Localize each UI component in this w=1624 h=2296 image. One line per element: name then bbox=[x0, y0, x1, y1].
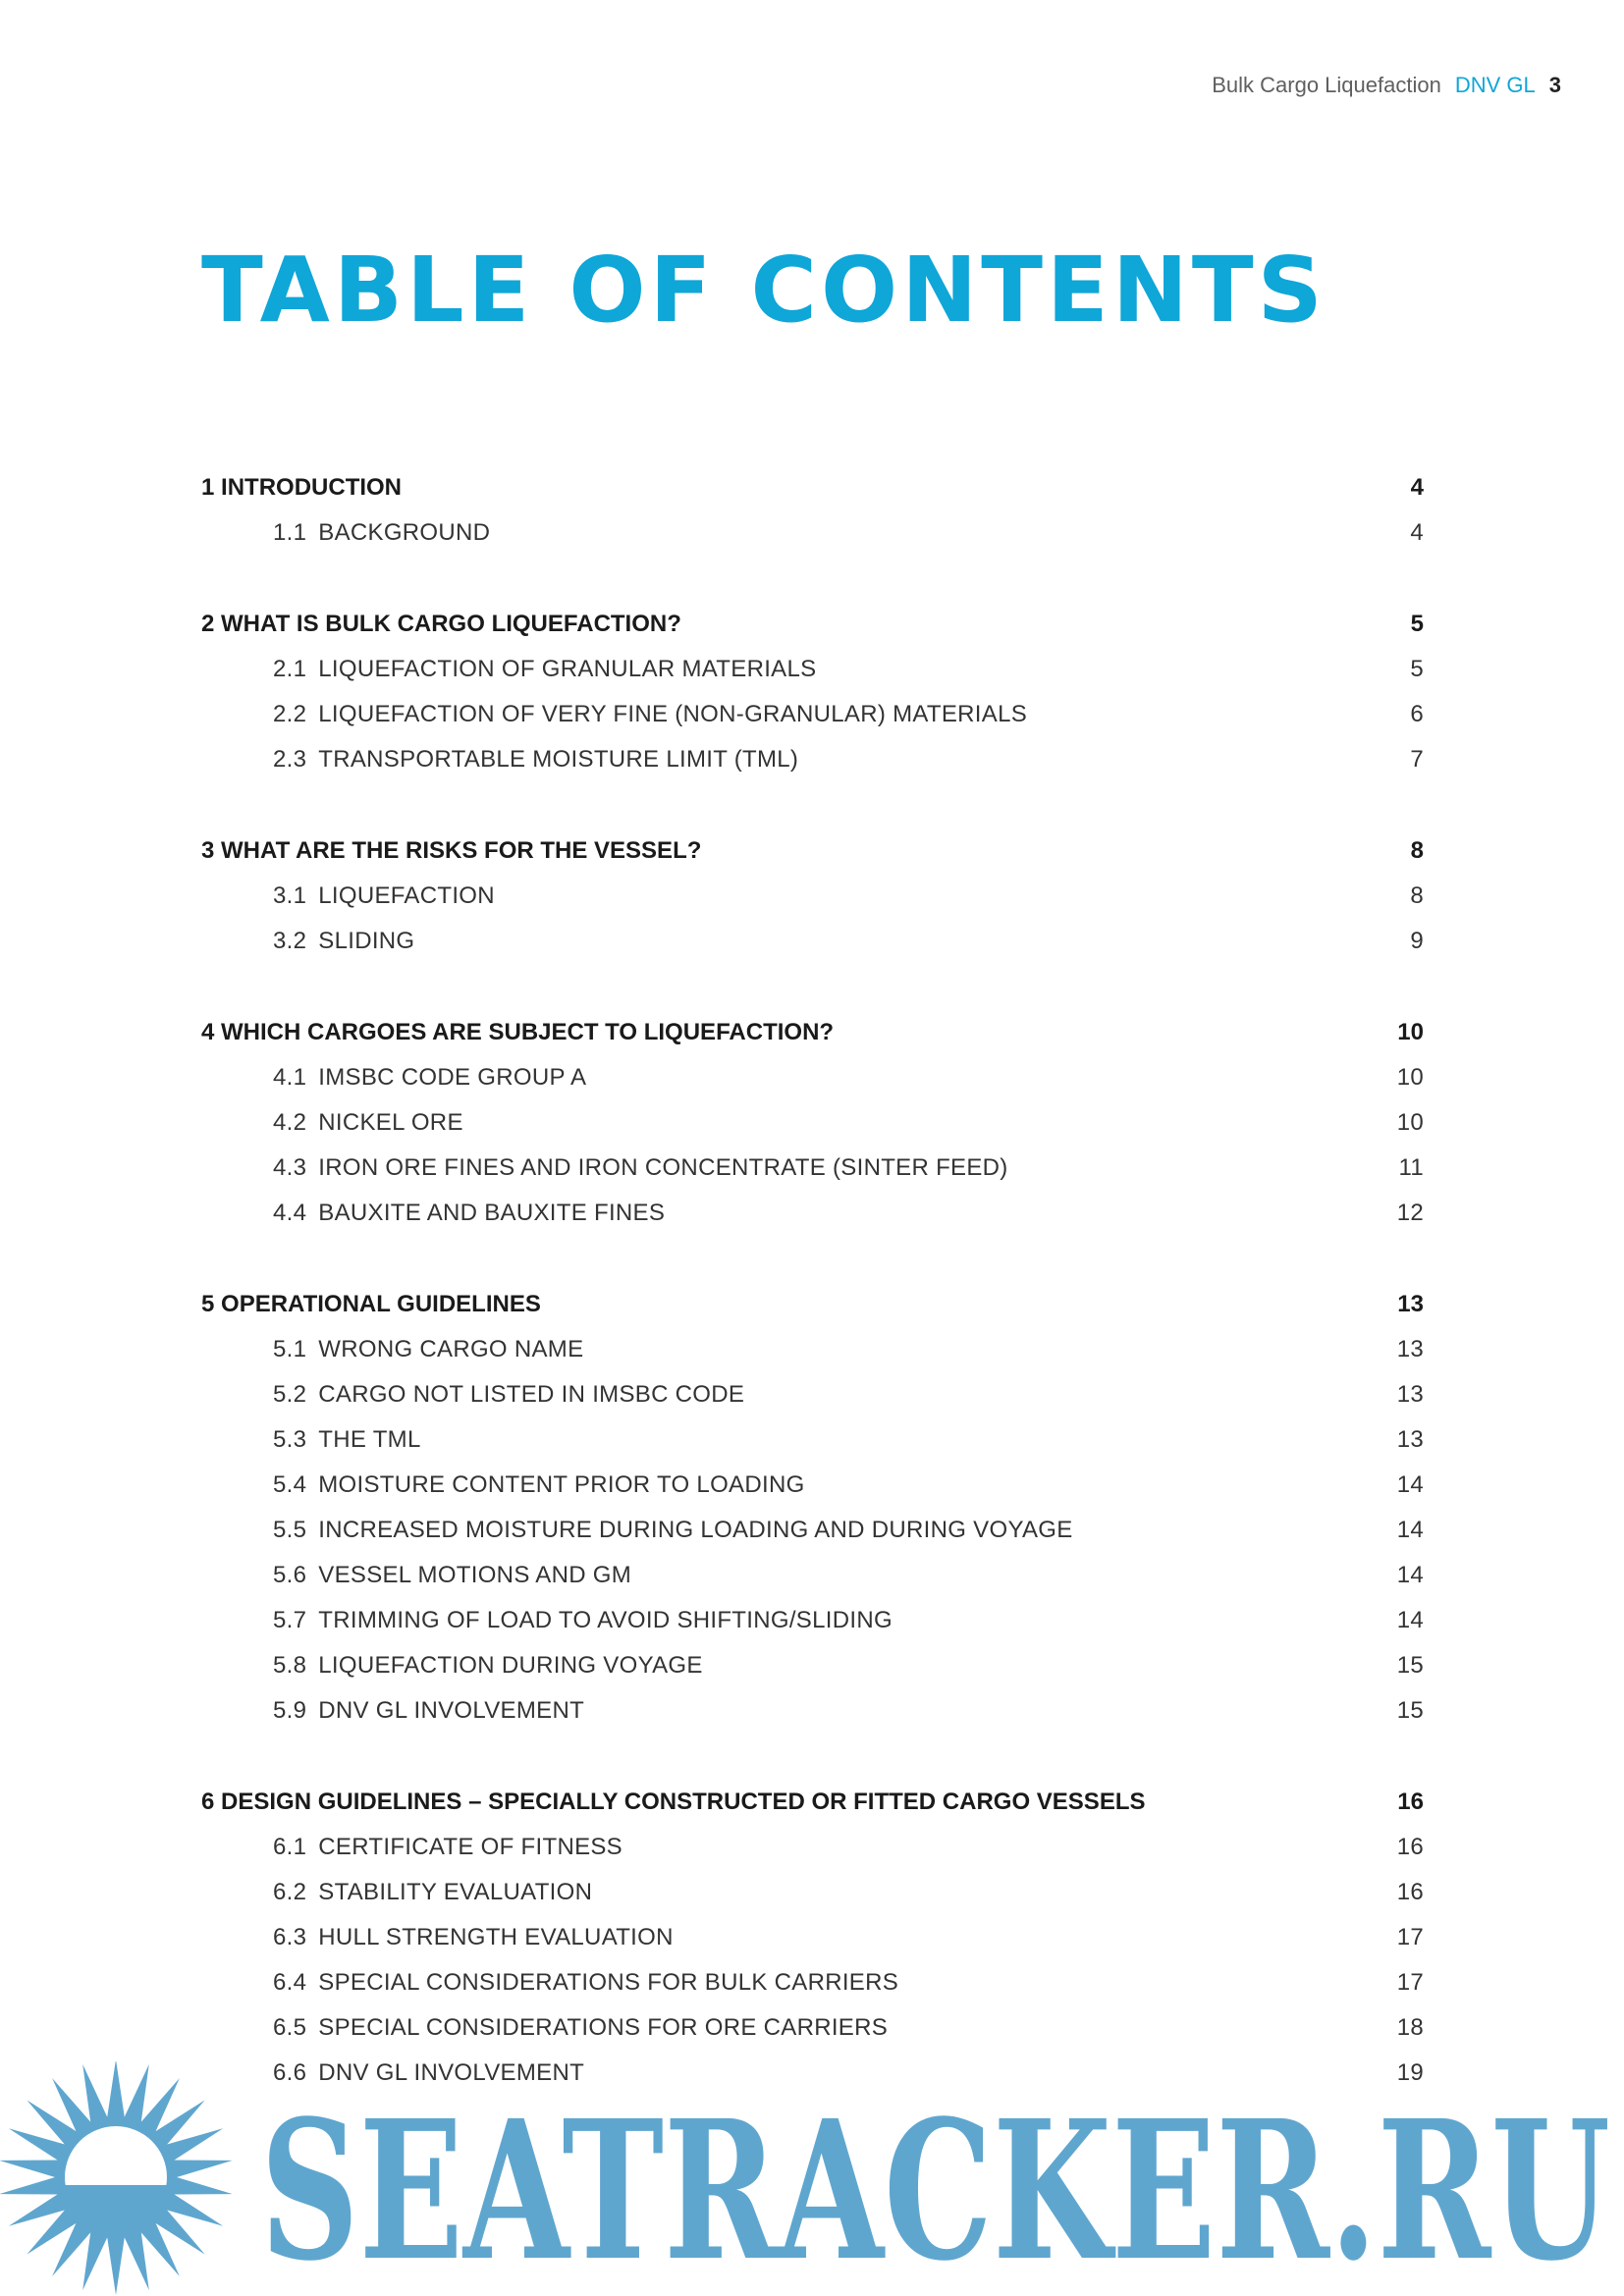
toc-page-number: 6 bbox=[1410, 701, 1424, 727]
toc-entry-label: DNV GL INVOLVEMENT bbox=[318, 2059, 585, 2086]
toc-entry-row[interactable] bbox=[201, 1463, 1424, 1508]
toc-entry-title bbox=[273, 1643, 703, 1688]
toc-chapter-label: INTRODUCTION bbox=[221, 474, 403, 501]
toc-page-number: 17 bbox=[1396, 1969, 1424, 1996]
watermark-graphic bbox=[0, 2061, 1624, 2296]
toc-entry-label: STABILITY EVALUATION bbox=[318, 1879, 593, 1905]
toc-entry-label: IRON ORE FINES AND IRON CONCENTRATE (SINTER FEED) bbox=[318, 1154, 1008, 1181]
toc-entry-title bbox=[273, 737, 798, 782]
toc-entry-row[interactable] bbox=[201, 1508, 1424, 1553]
toc-entry-label: MOISTURE CONTENT PRIOR TO LOADING bbox=[318, 1471, 805, 1498]
watermark bbox=[0, 2061, 1624, 2296]
toc-page-number: 13 bbox=[1396, 1381, 1424, 1408]
toc-entry-row[interactable] bbox=[201, 737, 1424, 782]
toc-page-number: 14 bbox=[1396, 1517, 1424, 1543]
toc-page-number: 11 bbox=[1398, 1154, 1424, 1181]
page-number: 3 bbox=[1548, 73, 1561, 97]
toc-page-number: 14 bbox=[1396, 1562, 1424, 1588]
toc-entry-label: WRONG CARGO NAME bbox=[318, 1336, 584, 1362]
toc-entry-row[interactable] bbox=[201, 647, 1424, 692]
toc-chapter-number: 4 bbox=[201, 1019, 215, 1045]
toc-entry-label: CARGO NOT LISTED IN IMSBC CODE bbox=[318, 1381, 745, 1408]
toc-page-number: 16 bbox=[1396, 1879, 1424, 1905]
toc-entry-title bbox=[273, 1372, 744, 1417]
toc-entry-label: IMSBC CODE GROUP A bbox=[318, 1064, 587, 1091]
toc-entry-row[interactable] bbox=[201, 2005, 1424, 2051]
toc-entry-row[interactable] bbox=[201, 1870, 1424, 1915]
toc-entry-label: THE TML bbox=[318, 1426, 421, 1453]
toc-entry-title bbox=[273, 1915, 674, 1960]
toc-entry-title bbox=[273, 919, 414, 964]
toc-entry-row[interactable] bbox=[201, 1417, 1424, 1463]
toc-entry-number: 3.2 bbox=[273, 928, 307, 954]
toc-page-number: 13 bbox=[1396, 1336, 1424, 1362]
toc-entry-number: 6.6 bbox=[273, 2059, 307, 2086]
toc-entry-number: 2.2 bbox=[273, 701, 307, 727]
toc-chapter-number: 2 bbox=[201, 611, 215, 637]
toc-entry-number: 1.1 bbox=[273, 519, 307, 546]
toc-page-number: 10 bbox=[1397, 1019, 1424, 1045]
toc-page-number: 10 bbox=[1396, 1109, 1424, 1136]
toc-page-number: 10 bbox=[1396, 1064, 1424, 1091]
toc-chapter-number: 5 bbox=[201, 1291, 215, 1317]
toc-chapter-label: WHAT IS BULK CARGO LIQUEFACTION? bbox=[221, 611, 681, 637]
toc-entry-number: 4.3 bbox=[273, 1154, 307, 1181]
toc-entry-title bbox=[273, 692, 1027, 737]
toc-entry-number: 5.3 bbox=[273, 1426, 307, 1453]
toc-page-number: 12 bbox=[1396, 1200, 1424, 1226]
toc-entry-title bbox=[273, 510, 490, 556]
toc-entry-label: BAUXITE AND BAUXITE FINES bbox=[318, 1200, 666, 1226]
toc-entry-number: 6.3 bbox=[273, 1924, 307, 1950]
toc-entry-number: 2.1 bbox=[273, 656, 307, 682]
toc-entry-number: 4.4 bbox=[273, 1200, 307, 1226]
toc-entry-row[interactable] bbox=[201, 1100, 1424, 1146]
toc-chapter-title bbox=[201, 602, 681, 647]
toc-page-number: 5 bbox=[1410, 656, 1424, 682]
toc-entry-label: HULL STRENGTH EVALUATION bbox=[318, 1924, 674, 1950]
toc-entry-number: 2.3 bbox=[273, 746, 307, 773]
toc-entry-number: 5.6 bbox=[273, 1562, 307, 1588]
toc-section bbox=[201, 465, 1424, 556]
toc-page-number: 16 bbox=[1396, 1834, 1424, 1860]
toc-entry-row[interactable] bbox=[201, 1643, 1424, 1688]
toc-entry-title bbox=[273, 1688, 584, 1734]
toc-entry-row[interactable] bbox=[201, 1372, 1424, 1417]
toc-page-number: 4 bbox=[1410, 519, 1424, 546]
toc-page-number: 18 bbox=[1396, 2014, 1424, 2041]
toc-page-number: 8 bbox=[1410, 882, 1424, 909]
toc-entry-row[interactable] bbox=[201, 1825, 1424, 1870]
toc-entry-number: 5.8 bbox=[273, 1652, 307, 1679]
toc-entry-title bbox=[273, 1327, 583, 1372]
toc-chapter-row[interactable] bbox=[201, 1010, 1424, 1055]
toc-page-number: 13 bbox=[1397, 1291, 1424, 1317]
toc-entry-label: BACKGROUND bbox=[318, 519, 491, 546]
toc-entry-label: CERTIFICATE OF FITNESS bbox=[318, 1834, 623, 1860]
toc-chapter-title bbox=[201, 1010, 834, 1055]
toc-page-number: 14 bbox=[1396, 1471, 1424, 1498]
toc-entry-title bbox=[273, 874, 495, 919]
toc-page-number: 4 bbox=[1410, 474, 1424, 501]
toc-chapter-title bbox=[201, 1780, 1146, 1825]
toc-entry-row[interactable] bbox=[201, 874, 1424, 919]
toc-entry-title bbox=[273, 1100, 463, 1146]
toc-entry-row[interactable] bbox=[201, 1055, 1424, 1100]
toc-entry-title bbox=[273, 1870, 592, 1915]
toc-page-number: 15 bbox=[1396, 1652, 1424, 1679]
toc-section bbox=[201, 1780, 1424, 2096]
toc-page-number: 9 bbox=[1410, 928, 1424, 954]
toc-chapter-label: WHAT ARE THE RISKS FOR THE VESSEL? bbox=[221, 837, 702, 864]
watermark-text: SEATRACKER.RU bbox=[260, 2078, 1610, 2296]
toc-entry-row[interactable] bbox=[201, 510, 1424, 556]
toc-chapter-label: WHICH CARGOES ARE SUBJECT TO LIQUEFACTION? bbox=[221, 1019, 835, 1045]
toc-chapter-row[interactable] bbox=[201, 1282, 1424, 1327]
toc-entry-row[interactable] bbox=[201, 1191, 1424, 1236]
toc-page-number: 16 bbox=[1397, 1789, 1424, 1815]
toc-entry-label: NICKEL ORE bbox=[318, 1109, 463, 1136]
page-title: TABLE OF CONTENTS bbox=[201, 238, 1326, 343]
toc-chapter-row[interactable] bbox=[201, 1780, 1424, 1825]
toc-entry-number: 6.4 bbox=[273, 1969, 307, 1996]
toc-entry-title bbox=[273, 1463, 805, 1508]
toc-section bbox=[201, 1282, 1424, 1734]
toc-entry-number: 6.1 bbox=[273, 1834, 307, 1860]
toc-entry-number: 5.4 bbox=[273, 1471, 307, 1498]
toc-entry-label: LIQUEFACTION bbox=[318, 882, 495, 909]
toc-page-number: 13 bbox=[1396, 1426, 1424, 1453]
toc-section bbox=[201, 1010, 1424, 1236]
document-title: Bulk Cargo Liquefaction bbox=[1212, 73, 1441, 97]
toc-entry-label: SPECIAL CONSIDERATIONS FOR ORE CARRIERS bbox=[318, 2014, 889, 2041]
toc-entry-label: LIQUEFACTION OF GRANULAR MATERIALS bbox=[318, 656, 817, 682]
toc-entry-title bbox=[273, 1508, 1073, 1553]
toc-chapter-row[interactable] bbox=[201, 602, 1424, 647]
toc-entry-row[interactable] bbox=[201, 1598, 1424, 1643]
toc-chapter-number: 3 bbox=[201, 837, 215, 864]
toc-entry-title bbox=[273, 1598, 893, 1643]
toc-chapter-row[interactable] bbox=[201, 828, 1424, 874]
toc-entry-row[interactable] bbox=[201, 1960, 1424, 2005]
toc-entry-label: TRIMMING OF LOAD TO AVOID SHIFTING/SLIDING bbox=[318, 1607, 893, 1633]
toc-entry-number: 5.1 bbox=[273, 1336, 307, 1362]
toc-entry-number: 4.1 bbox=[273, 1064, 307, 1091]
toc-entry-title bbox=[273, 1960, 898, 2005]
running-header bbox=[0, 73, 1561, 98]
toc-entry-number: 5.5 bbox=[273, 1517, 307, 1543]
table-of-contents bbox=[201, 465, 1424, 2142]
sun-icon bbox=[0, 2061, 233, 2295]
toc-page-number: 15 bbox=[1396, 1697, 1424, 1724]
toc-entry-row[interactable] bbox=[201, 919, 1424, 964]
toc-entry-row[interactable] bbox=[201, 1553, 1424, 1598]
toc-entry-label: LIQUEFACTION DURING VOYAGE bbox=[318, 1652, 703, 1679]
toc-chapter-title bbox=[201, 828, 701, 874]
toc-entry-number: 6.2 bbox=[273, 1879, 307, 1905]
toc-chapter-row[interactable] bbox=[201, 465, 1424, 510]
toc-entry-label: SLIDING bbox=[318, 928, 415, 954]
toc-chapter-title bbox=[201, 1282, 541, 1327]
toc-entry-row[interactable] bbox=[201, 1688, 1424, 1734]
toc-entry-number: 5.7 bbox=[273, 1607, 307, 1633]
toc-entry-row[interactable] bbox=[201, 1915, 1424, 1960]
toc-chapter-label: OPERATIONAL GUIDELINES bbox=[221, 1291, 541, 1317]
toc-page-number: 5 bbox=[1410, 611, 1424, 637]
toc-entry-label: DNV GL INVOLVEMENT bbox=[318, 1697, 585, 1724]
toc-entry-row[interactable] bbox=[201, 692, 1424, 737]
toc-entry-title bbox=[273, 1417, 421, 1463]
toc-page-number: 17 bbox=[1396, 1924, 1424, 1950]
toc-entry-number: 5.9 bbox=[273, 1697, 307, 1724]
toc-entry-title bbox=[273, 647, 816, 692]
toc-chapter-number: 6 bbox=[201, 1789, 215, 1815]
brand-name: DNV GL bbox=[1454, 73, 1536, 97]
toc-chapter-title bbox=[201, 465, 402, 510]
toc-entry-row[interactable] bbox=[201, 1146, 1424, 1191]
toc-section bbox=[201, 828, 1424, 964]
toc-entry-number: 6.5 bbox=[273, 2014, 307, 2041]
toc-entry-title bbox=[273, 2005, 888, 2051]
toc-entry-title bbox=[273, 1191, 665, 1236]
toc-page-number: 14 bbox=[1396, 1607, 1424, 1633]
toc-entry-label: TRANSPORTABLE MOISTURE LIMIT (TML) bbox=[318, 746, 799, 773]
toc-entry-title bbox=[273, 1055, 586, 1100]
toc-entry-label: INCREASED MOISTURE DURING LOADING AND DURING VOYAGE bbox=[318, 1517, 1073, 1543]
toc-entry-row[interactable] bbox=[201, 1327, 1424, 1372]
toc-entry-title bbox=[273, 1553, 631, 1598]
toc-entry-label: LIQUEFACTION OF VERY FINE (NON-GRANULAR) MATERIALS bbox=[318, 701, 1028, 727]
toc-page-number: 8 bbox=[1410, 837, 1424, 864]
toc-entry-label: SPECIAL CONSIDERATIONS FOR BULK CARRIERS bbox=[318, 1969, 899, 1996]
toc-entry-title bbox=[273, 1825, 623, 1870]
toc-entry-number: 3.1 bbox=[273, 882, 307, 909]
toc-entry-number: 5.2 bbox=[273, 1381, 307, 1408]
toc-section bbox=[201, 602, 1424, 782]
toc-entry-title bbox=[273, 1146, 1008, 1191]
toc-entry-label: VESSEL MOTIONS AND GM bbox=[318, 1562, 632, 1588]
toc-chapter-label: DESIGN GUIDELINES – SPECIALLY CONSTRUCTED OR FITTED CARGO VESSELS bbox=[221, 1789, 1146, 1815]
toc-entry-number: 4.2 bbox=[273, 1109, 307, 1136]
toc-chapter-number: 1 bbox=[201, 474, 215, 501]
toc-page-number: 7 bbox=[1410, 746, 1424, 773]
toc-page-number: 19 bbox=[1396, 2059, 1424, 2086]
